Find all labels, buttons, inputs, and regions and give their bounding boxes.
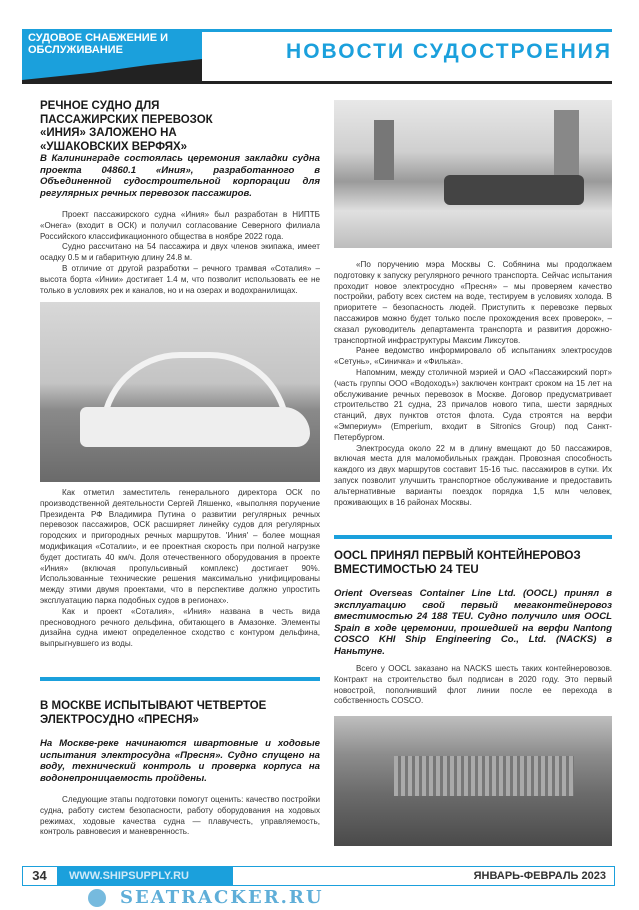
paragraph: Судно рассчитано на 54 пассажира и двух членов экипажа, имеет осадку 0.5 м и габаритную длину 24.8 м. — [40, 242, 320, 263]
article-lead: На Москве-реке начинаются швартовные и ходовые испытания электросудна «Пресня». Судно спущено на воду, технический контроль и проверка корпуса на водонепроницаемость пройдены. — [40, 738, 320, 784]
magazine-brand: СУДОВОЕ СНАБЖЕНИЕ И ОБСЛУЖИВАНИЕ — [28, 32, 168, 56]
article-title: OOCL ПРИНЯЛ ПЕРВЫЙ КОНТЕЙНЕРОВОЗ ВМЕСТИМОСТЬЮ 24 TEU — [334, 550, 581, 576]
article-title: В МОСКВЕ ИСПЫТЫВАЮТ ЧЕТВЕРТОЕ ЭЛЕКТРОСУДНО «ПРЕСНЯ» — [40, 700, 267, 726]
article-presnya-body — [40, 795, 320, 838]
paragraph: Проект пассажирского судна «Иния» был разработан в НИПТБ «Онега» (входит в ОСК) и получил согласование Северного филиала Российского классификационного общества в ноябре 2022 года. — [40, 210, 320, 241]
paragraph: Ранее ведомство информировало об испытаниях электросудов «Сетунь», «Синичка» и «Филька». — [334, 346, 612, 367]
paragraph: Электросуда около 22 м в длину вмещают до 50 пассажиров, включая места для маломобильных граждан. Провозная способность каждого из двух маршрутов составит 15-16 тыс. пассажиров в сутки. Их запуск позволит улучшить транспортное обслуживание и предоставить альтернативные варианты поездок порядка 1,5 млн человек, проживающих в 16 районах Москвы. — [334, 443, 612, 507]
section-divider — [334, 535, 612, 539]
article-oocl-body — [334, 664, 612, 707]
page-footer — [22, 866, 615, 886]
article-inia-body — [40, 210, 320, 296]
issue-date: ЯНВАРЬ-ФЕВРАЛЬ 2023 — [473, 870, 606, 882]
paragraph: Следующие этапы подготовки помогут оценить: качество постройки судна, работу систем безопасности, работу оборудования на ходовых режимах, ходовые качества судна — плавучесть, управляемость, контроль равновесия и маневренность. — [40, 795, 320, 837]
watermark: SEATRACKER.RU — [120, 887, 324, 908]
paragraph: «По поручению мэра Москвы С. Собянина мы продолжаем подготовку к запуску регулярного речного транспорта. Сейчас испытания проходит новое электросудно «Пресня» – мы проверяем качество постройки, работу всех систем на воде, тестируем в условиях холода. В приоритете – безопасность людей. Приступить к перевозке первых пассажиров можно будет только после прохождения всех проверок», – сказал руководитель департамента транспорта и развития дорожно-транспортной инфраструктуры Максим Ликсутов. — [334, 260, 612, 345]
paragraph: Как и проект «Соталия», «Иния» названа в честь вида пресноводного речного дельфина, обитающего в Амазонке. Элементы дизайна судна имеют определенное сходство с контуром дельфина, выпрыгнувшего из воды. — [40, 606, 320, 649]
paragraph: Всего у OOCL заказано на NACKS шесть таких контейнеровозов. Контракт на строительство был подписан в 2020 году. Это первый новострой, пополнивший флот линии после ее перехода в собственность COSCO. — [334, 664, 612, 706]
website-link[interactable]: WWW.SHIPSUPPLY.RU — [57, 867, 233, 885]
paragraph: В отличие от другой разработки – речного трамвая «Соталия» – высота борта «Инии» достигает 1.4 м, что позволит использовать ее не только в условиях рек и каналов, но и на озерах и водохранилищах. — [40, 263, 320, 295]
magazine-logo — [22, 29, 202, 84]
article-lead: В Калининграде состоялась церемония закладки судна проекта 04860.1 «Иния», разработанного в Объединенной судостроительной корпорации для регулярных речных перевозок пассажиров. — [40, 153, 320, 199]
section-title: НОВОСТИ СУДОСТРОЕНИЯ — [286, 40, 612, 63]
article-lead: Orient Overseas Container Line Ltd. (OOCL) принял в эксплуатацию свой первый мегаконтейнеровоз вместимостью 24 188 TEU. Судно получило имя OOCL Spain в ходе церемонии, прошедшей на верфи Nantong COSCO KHI Ship Engineering Co., Ltd. (NACKS) в Наньтуне. — [334, 588, 612, 657]
article-inia-continued — [40, 488, 320, 650]
presnya-vessel-photo — [334, 100, 612, 248]
article-title: РЕЧНОЕ СУДНО ДЛЯ ПАССАЖИРСКИХ ПЕРЕВОЗОК «ИНИЯ» ЗАЛОЖЕНО НА «УШАКОВСКИХ ВЕРФЯХ» — [40, 100, 213, 153]
paragraph: Напомним, между столичной мэрией и ОАО «Пассажирский порт» (часть группы ООО «Водоходъ») заключен контракт сроком на 15 лет на обслуживание речных перевозок в Москве. Договор предусматривает строительство 21 судна, 23 причалов нового типа, шести зарядных станций, двух пунктов отстоя флота. Суда строятся на верфи «Эмпериум» (Emperium, входит в Sitronics Group) под Санкт-Петербургом. — [334, 367, 612, 442]
paragraph: Как отметил заместитель генерального директора ОСК по производственной деятельности Сергей Ляшенко, «выполняя поручение Президента РФ Владимира Путина о развитии регулярных речных перевозок пассажиров, ОСК расширяет линейку судов для регулярных городских и пригородных речных маршрутов. 'Иния' – более мощная модификация «Соталии», и ее проектная скорость при полной нагрузке будет достигать 40 км/ч. Доля отечественного оборудования в проекте «Иния» (включая пропульсивный комплекс) достигает 90%. Использованные технические решения максимально унифицированы между этими двумя проектами, что в перспективе должно упростить эксплуатацию парка подобных судов в регионах». — [40, 488, 320, 605]
watermark-sun-icon — [88, 889, 106, 907]
section-divider — [40, 677, 320, 681]
inia-vessel-photo — [40, 302, 320, 482]
page-number: 34 — [23, 867, 56, 885]
header-rule-bottom — [22, 81, 612, 84]
container-ship-photo — [334, 716, 612, 846]
article-presnya-continued — [334, 260, 612, 508]
